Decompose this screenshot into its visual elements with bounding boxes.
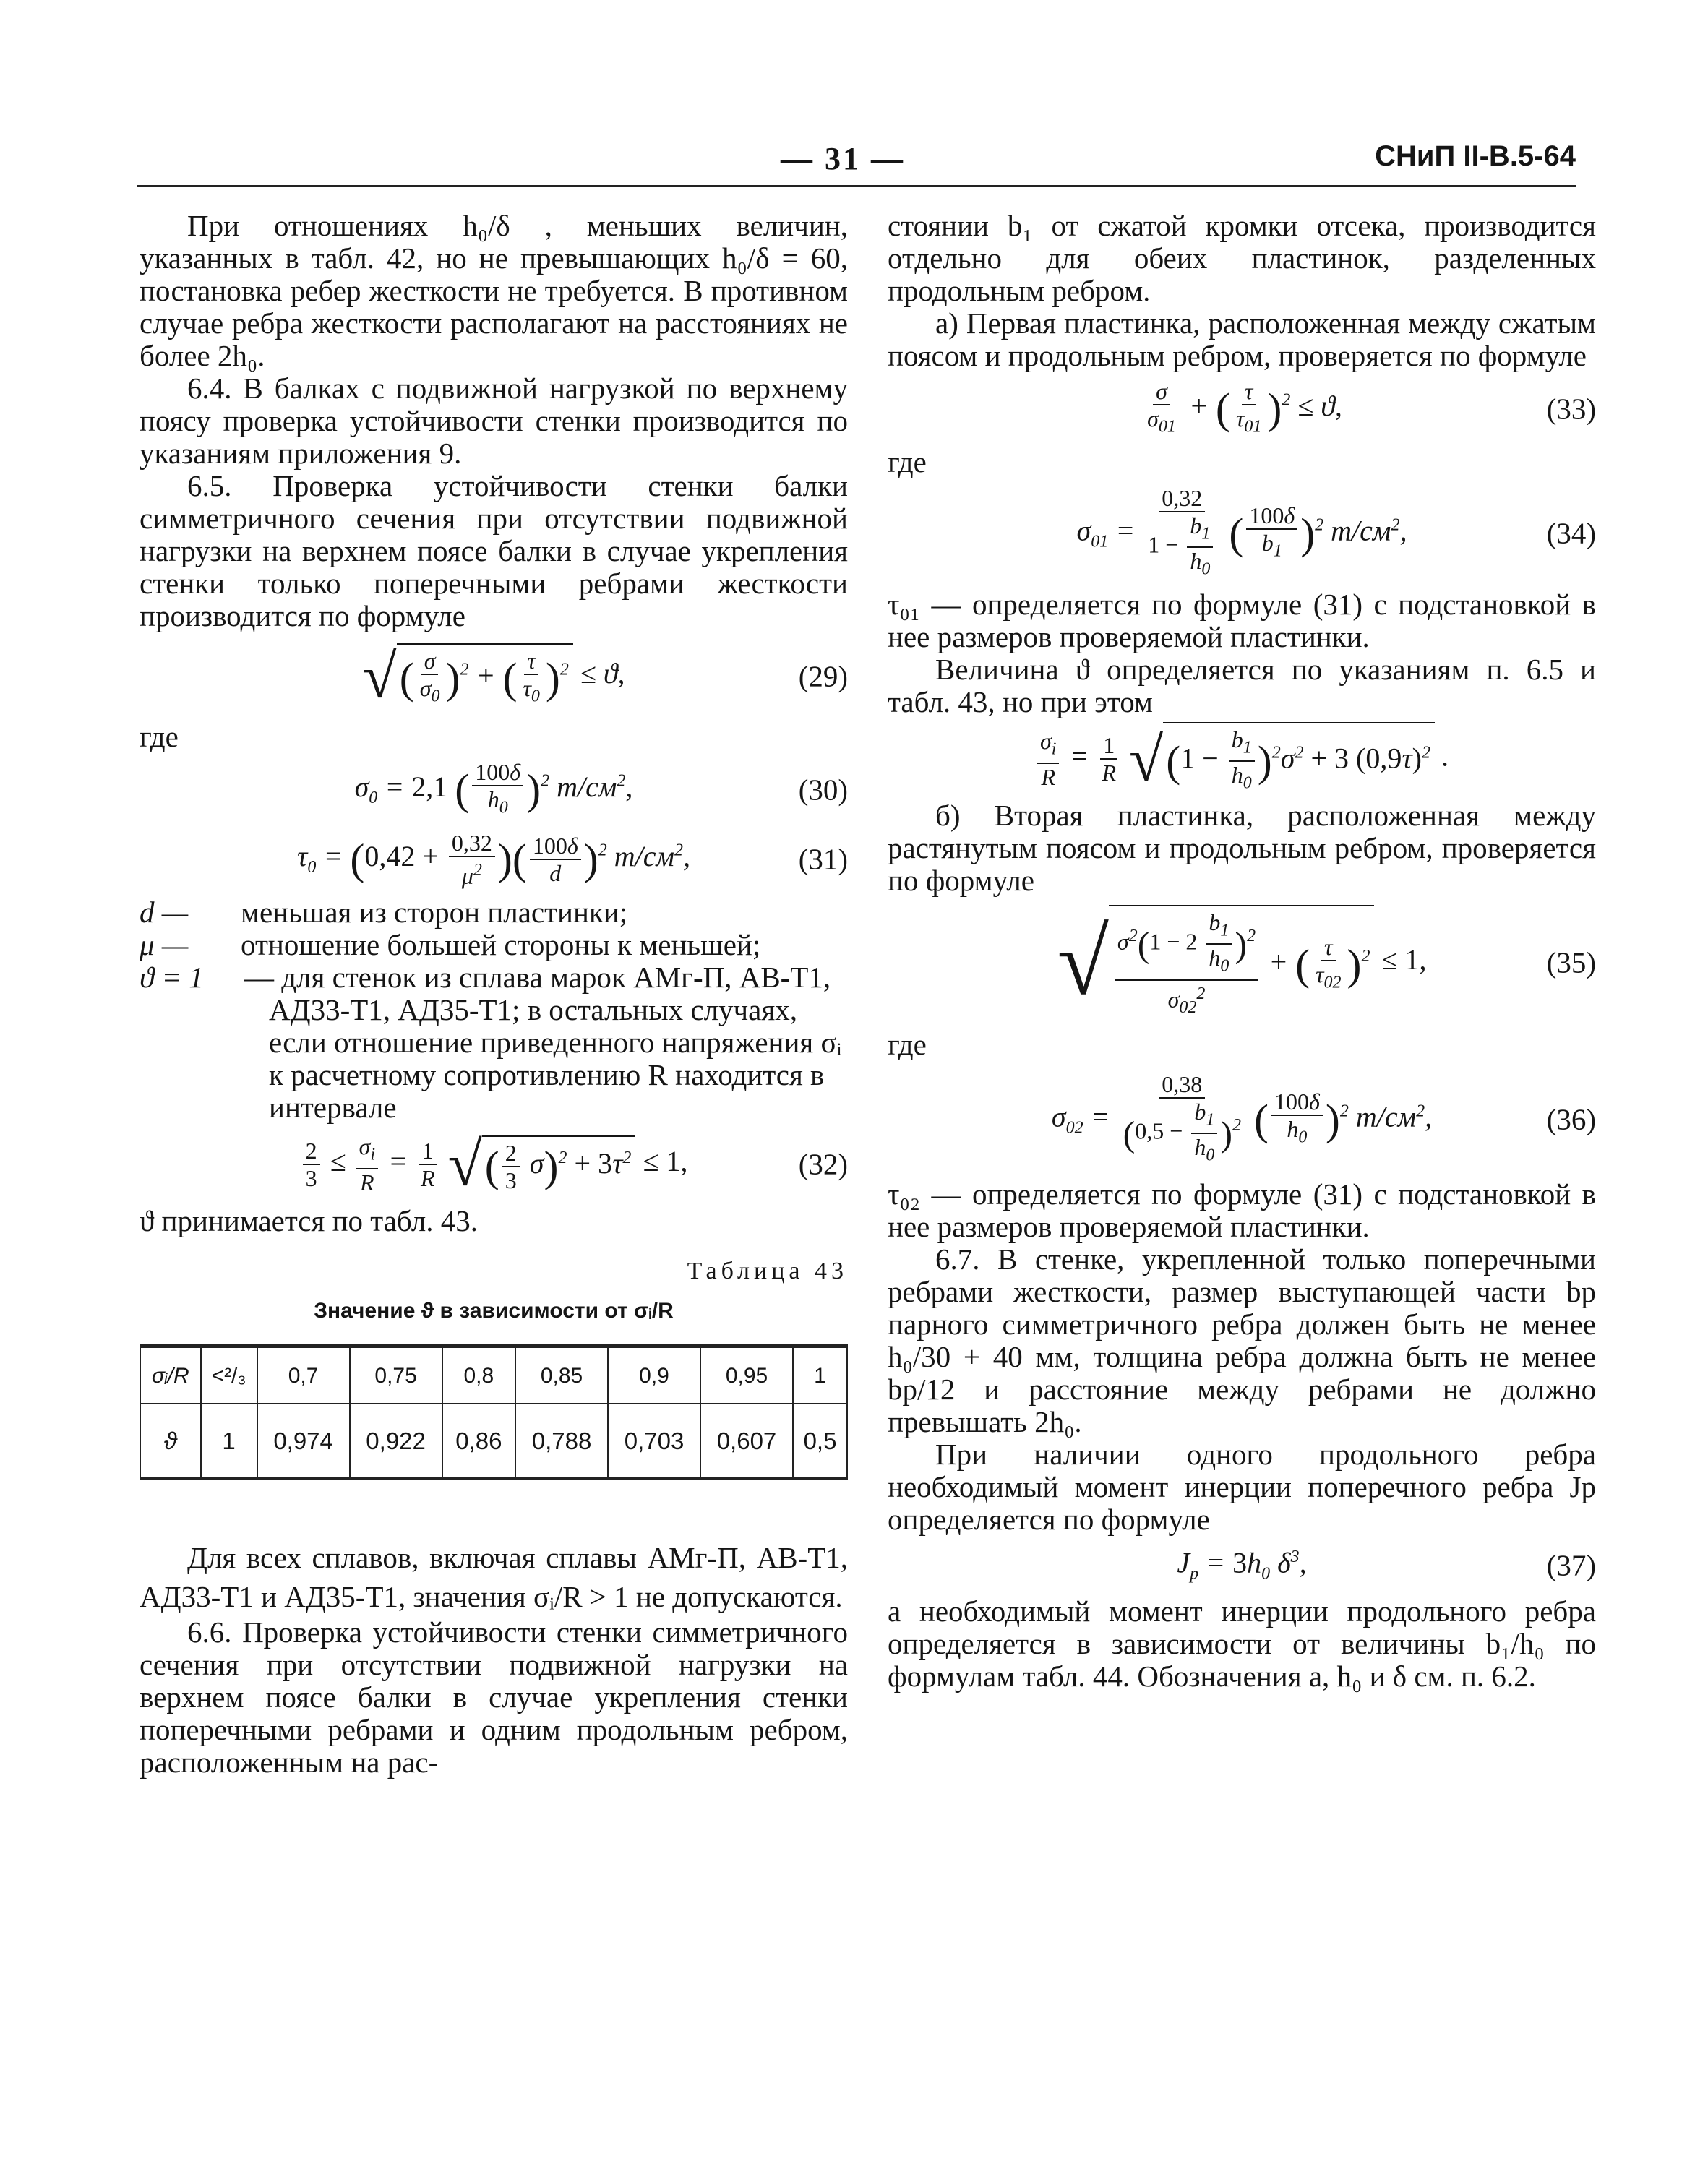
longitudinal-rib-paragraph: При наличии одного продольного ребра необходимый момент инерции поперечного ребра Jр определяется по формуле: [888, 1438, 1596, 1536]
table-cell: 0,974: [257, 1404, 350, 1477]
table-cell: 0,922: [350, 1404, 442, 1477]
formula-34-number: (34): [1546, 516, 1596, 550]
formula-30: [140, 757, 848, 823]
section-6-4: 6.4. В балках с подвижной нагрузкой по верхнему поясу проверка устойчивости стенки производится по указаниям приложения 9.: [140, 372, 848, 470]
formula-32-number: (32): [798, 1147, 848, 1181]
tau01-definition: τ₀₁ — определяется по формуле (31) с подстановкой в нее размеров проверяемой пластинки.: [888, 588, 1596, 653]
section-6-6: 6.6. Проверка устойчивости стенки симметричного сечения при отсутствии подвижной нагрузки на верхнем поясе балки в случае укрепления стенки поперечными ребрами и одним продольным ребром, расположенным на рас-: [140, 1615, 848, 1779]
theta-note: ϑ принимается по табл. 43.: [140, 1204, 478, 1237]
formula-36: [888, 1065, 1596, 1174]
table-43-title: Значение ϑ в зависимости от σᵢ/R: [314, 1299, 674, 1323]
definition-d: [140, 896, 848, 929]
table-cell: 1: [793, 1347, 847, 1404]
table-cell: ϑ: [140, 1404, 201, 1477]
formula-29-expression: √( $\frac{\sigma}{\sigma_0}$ )$^2$ + ( $\frac{\tau}{\tau_0}$ )$^2$ ≤ ϑ,: [362, 642, 625, 711]
formula-31-number: (31): [798, 842, 848, 876]
formula-37-expression: $J_р = 3h_0$ $\delta^3$,: [1177, 1546, 1307, 1584]
definition-mu: [140, 929, 848, 961]
table-cell: σᵢ/R: [140, 1347, 201, 1404]
formula-35: [888, 901, 1596, 1024]
formula-32-expression: $\frac{2}{3}$ ≤ $\frac{\sigma_i}{R}$ = $\frac{1}{R}$ √( $\frac{2}{3}$ $\sigma)^2 + 3\tau^2 \le 1$,: [300, 1133, 688, 1195]
formula-33: [888, 377, 1596, 442]
tau02-definition: τ₀₂ — определяется по формуле (31) с подстановкой в нее размеров проверяемой пластинки.: [888, 1177, 1596, 1243]
formula-33-number: (33): [1546, 392, 1596, 426]
formula-35-number: (35): [1546, 945, 1596, 979]
formula-31: [140, 827, 848, 892]
alloys-paragraph: Для всех сплавов, включая сплавы АМг-П, АВ-Т1, АД33-Т1 и АД35-Т1, значения σᵢ/R > 1 не допускаются.: [140, 1541, 848, 1613]
table-cell: 0,703: [608, 1404, 700, 1477]
definition-d-symbol: d —: [140, 896, 189, 929]
table-cell: 0,95: [700, 1347, 793, 1404]
inertia-paragraph: а необходимый момент инерции продольного ребра определяется в зависимости от величины b₁/h₀ по формулам табл. 44. Обозначения a, h₀ и δ см. п. 6.2.: [888, 1594, 1596, 1693]
table-cell: 0,5: [793, 1404, 847, 1477]
section-6-5: 6.5. Проверка устойчивости стенки балки симметричного сечения при отсутствии подвижной нагрузки на верхнем поясе балки в случае укрепления стенки только поперечными ребрами жесткости производится по формуле: [140, 469, 848, 632]
left-column: [140, 210, 848, 1779]
table-43-frame: [140, 1344, 848, 1480]
table-cell: 0,8: [442, 1347, 515, 1404]
formula-29-number: (29): [798, 659, 848, 693]
definition-theta-text: — для стенок из сплава марок АМг-П, АВ-Т1, АД33-Т1, АД35-Т1; в остальных случаях, если отношение приведенного напряжения σᵢ к расчетному сопротивлению R находится в интервале: [244, 961, 842, 1124]
formula-36-number: (36): [1546, 1102, 1596, 1136]
definition-theta-symbol: ϑ = 1: [140, 961, 204, 994]
definition-mu-symbol: μ —: [140, 928, 189, 961]
formula-34: [888, 483, 1596, 584]
formula-reduced-stress: [888, 723, 1596, 795]
formula-33-expression: $\frac{\sigma}{\sigma_{01}}$ + ( $\frac{\tau}{\tau_{01}}$ )$^2$ ≤ ϑ,: [1147, 378, 1342, 437]
table-cell: 0,85: [515, 1347, 608, 1404]
definition-d-text: меньшая из сторон пластинки;: [241, 896, 628, 929]
formula-reduced-stress-expression: $\frac{\sigma_i}{R}$ = $\frac{1}{R}$ √(1 − $\frac{b_1}{h_0}$ )$^2\sigma^2 + 3$ $(0,9\tau)^2$ .: [1034, 722, 1449, 796]
table-row: [140, 1347, 847, 1404]
table-row: [140, 1404, 847, 1477]
page-number: — 31 —: [781, 141, 905, 176]
document-code: СНиП II-В.5-64: [1375, 140, 1576, 172]
formula-30-expression: $\sigma_0 = 2,1$ ( $\frac{100\delta}{h_0}$ )$^2$ $т/см^2$,: [354, 759, 633, 817]
table-cell: 1: [201, 1404, 257, 1477]
first-plate-paragraph: а) Первая пластинка, расположенная между сжатым поясом и продольным ребром, проверяется по формуле: [888, 306, 1596, 372]
formula-37-number: (37): [1546, 1548, 1596, 1582]
left-paragraph-1: При отношениях h₀/δ , меньших величин, указанных в табл. 42, но не превышающих h₀/δ = 60, постановка ребер жесткости не требуется. В противном случае ребра жесткости располагают на расстояниях не более 2h₀.: [140, 209, 848, 372]
definition-theta: [140, 961, 848, 1124]
second-plate-paragraph: б) Вторая пластинка, расположенная между растянутым поясом и продольным ребром, проверяется по формуле: [888, 799, 1596, 897]
table-cell: 0,86: [442, 1404, 515, 1477]
table-cell: 0,788: [515, 1404, 608, 1477]
table-cell: 0,75: [350, 1347, 442, 1404]
formula-35-expression: √ $\sigma^2(1 - 2$ $\frac{b_1}{h_0}$ )$^2$ $\sigma_{02}^2$ + ( $\frac{\tau}{\tau_{02}}$ )$^2$ ≤ 1,: [1057, 905, 1427, 1021]
where-label-2: где: [888, 1028, 927, 1061]
table-cell: 0,607: [700, 1404, 793, 1477]
definition-mu-text: отношение большей стороны к меньшей;: [241, 928, 761, 961]
table-cell: <²/₃: [201, 1347, 257, 1404]
where-label: где: [140, 720, 179, 753]
section-6-7: 6.7. В стенке, укрепленной только поперечными ребрами жесткости, размер выступающей части bр парного симметричного ребра должен быть не менее h₀/30 + 40 мм, толщина ребра должна быть не менее bр/12 и расстояние между ребрами не должно превышать 2h₀.: [888, 1242, 1596, 1438]
formula-32: [140, 1128, 848, 1201]
where-label-1: где: [888, 445, 927, 478]
right-paragraph-1: стоянии b₁ от сжатой кромки отсека, производится отдельно для обеих пластинок, разделенных продольным ребром.: [888, 209, 1596, 307]
formula-29: [140, 637, 848, 716]
formula-31-expression: $\tau_0 = (0,42$ + $\frac{0,32}{\mu^2}$ )( $\frac{100\delta}{d}$ )$^2$ $т/см^2$,: [297, 830, 690, 889]
formula-36-expression: $\sigma_{02}$ = 0,38 (0,5 − $\frac{b_1}{h_0}$ )$^2$ ( $\frac{100\delta}{h_0}$ )$^2$ $т/см^2$,: [1051, 1070, 1433, 1165]
page-header: [137, 136, 1576, 184]
formula-37: [888, 1540, 1596, 1591]
table-43: [140, 1347, 848, 1478]
table-cell: 0,9: [608, 1347, 700, 1404]
header-rule: [137, 185, 1576, 187]
right-column: [888, 210, 1596, 1693]
table-43-caption: Таблица 43: [687, 1258, 848, 1284]
formula-30-number: (30): [798, 773, 848, 807]
formula-34-expression: $\sigma_{01}$ = 0,32 1 − $\frac{b_1}{h_0}$ ( $\frac{100\delta}{b_1}$ )$^2$ $т/см^2$,: [1076, 484, 1407, 579]
table-cell: 0,7: [257, 1347, 350, 1404]
theta-value-paragraph: Величина ϑ определяется по указаниям п. 6.5 и табл. 43, но при этом: [888, 653, 1596, 718]
